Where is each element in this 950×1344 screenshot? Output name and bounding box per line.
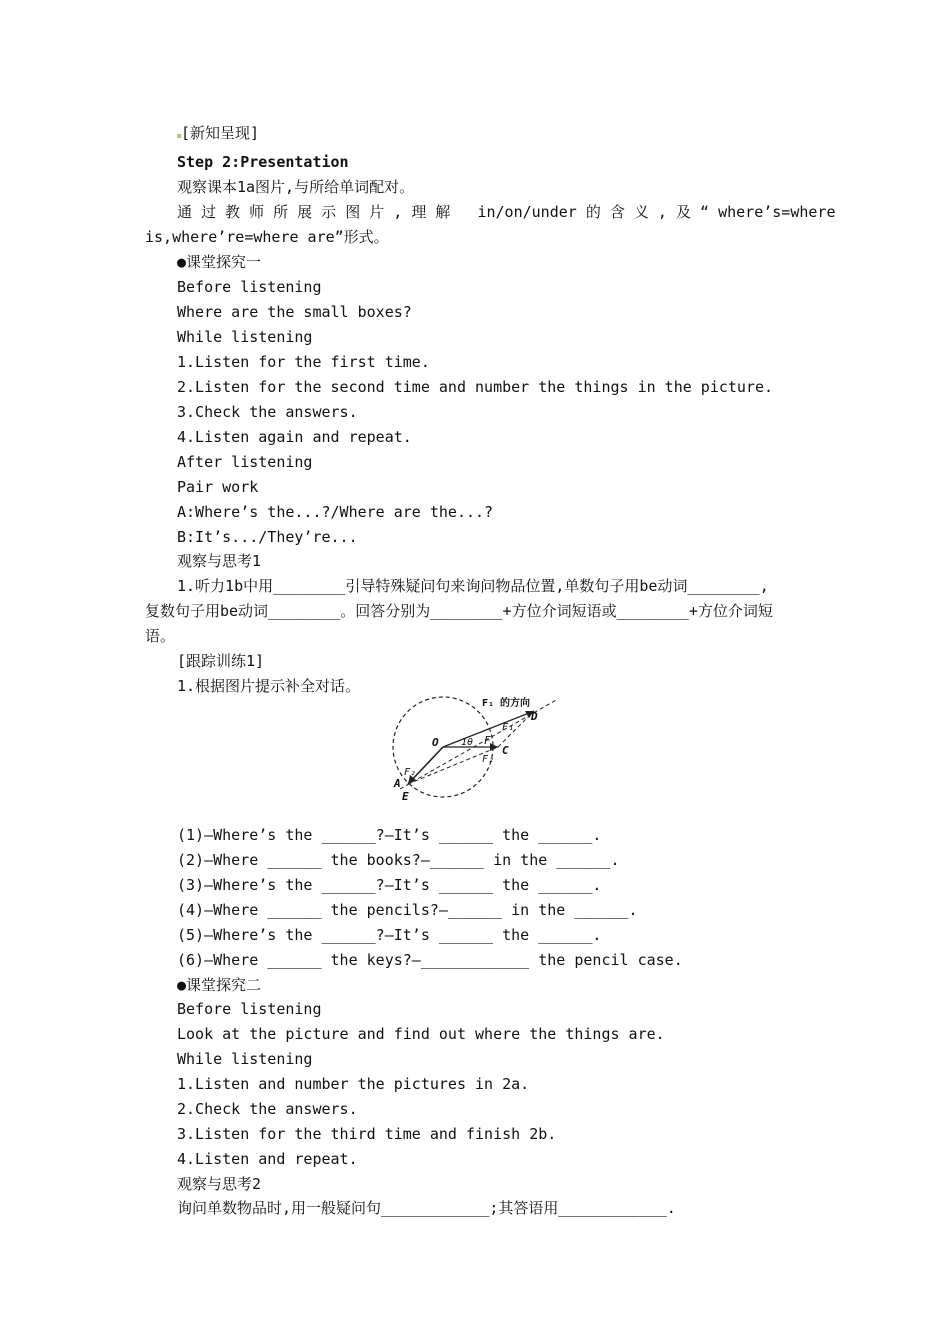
line-text: 4.Listen again and repeat. [177,428,412,446]
line-text: 1.Listen for the first time. [177,353,430,371]
line-text: Pair work [177,478,259,496]
dialogue-line: (5)—Where’s the ______?—It’s ______ the ______. [177,926,602,944]
dialogue-line: (6)—Where ______ the keys?—____________ the pencil case. [177,951,683,969]
dialogue-line: (2)—Where ______ the books?—______ in the ______. [177,851,620,869]
dialogue-line: (4)—Where ______ the pencils?—______ in the ______. [177,901,638,919]
line-text: After listening [177,453,313,471]
line-text: 复数句子用be动词________。回答分别为________+方位介词短语或________+方位介词短 [145,602,773,620]
line-text: 4.Listen and repeat. [177,1150,358,1168]
line-text: 2.Listen for the second time and number the things in the picture. [177,378,774,396]
line-text: [跟踪训练1] [177,652,265,670]
line-text: A:Where’s the...?/Where are the...? [177,503,494,521]
line-section-title: ●课堂探究一 [177,253,262,271]
line-text: Where are the small boxes? [177,303,412,321]
line-text: 1.Listen and number the pictures in 2a. [177,1075,530,1093]
line-text: Before listening [177,1000,322,1018]
label-f1: F₁ [502,722,515,733]
arrow-c-icon [490,743,498,751]
label-f2-right: F₂ [482,754,495,765]
dialogue-line: (3)—Where’s the ______?—It’s ______ the ______. [177,876,602,894]
line-text: B:It’s.../They’re... [177,528,358,546]
line-text: 1.根据图片提示补全对话。 [177,677,361,695]
line-text: is,where’re=where are”形式。 [145,228,389,246]
line-text: 通 过 教 师 所 展 示 图 片 , 理 解 in/on/under 的 含 义 , 及 “ where’s=where [177,203,836,221]
line-text: While listening [177,328,313,346]
line-text: While listening [177,1050,313,1068]
line-text: 3.Listen for the third time and finish 2b. [177,1125,557,1143]
line-text: 观察课本1a图片,与所给单词配对。 [177,178,415,196]
dashed-ac [408,747,498,784]
line-section-title: ●课堂探究二 [177,976,262,994]
label-c: C [502,744,509,757]
line-text: 观察与思考2 [177,1175,262,1193]
line-text: 观察与思考1 [177,552,262,570]
force-diagram-figure [386,692,562,804]
dialogue-line: (1)—Where’s the ______?—It’s ______ the ______. [177,826,602,844]
label-theta: 1θ [461,737,474,748]
line-text: Look at the picture and find out where the things are. [177,1025,665,1043]
line-text: Before listening [177,278,322,296]
label-f1-direction: F₁ 的方向 [482,698,531,709]
line-text: 2.Check the answers. [177,1100,358,1118]
label-o: O [432,736,439,749]
line-text: 1.听力1b中用________引导特殊疑问句来询问物品位置,单数句子用be动词________, [177,577,769,595]
label-a: A [394,777,401,790]
label-f2-left: F₂ [404,767,417,778]
label-f: F [484,734,491,747]
line-text: 询问单数物品时,用一般疑问句____________;其答语用____________. [177,1199,676,1217]
line-text: 3.Check the answers. [177,403,358,421]
line-step-title: Step 2:Presentation [177,153,349,171]
line-section-header: [新知呈现] [177,123,259,143]
label-d: D [531,710,538,723]
line-text: 语。 [145,627,176,645]
label-e: E [402,790,409,803]
